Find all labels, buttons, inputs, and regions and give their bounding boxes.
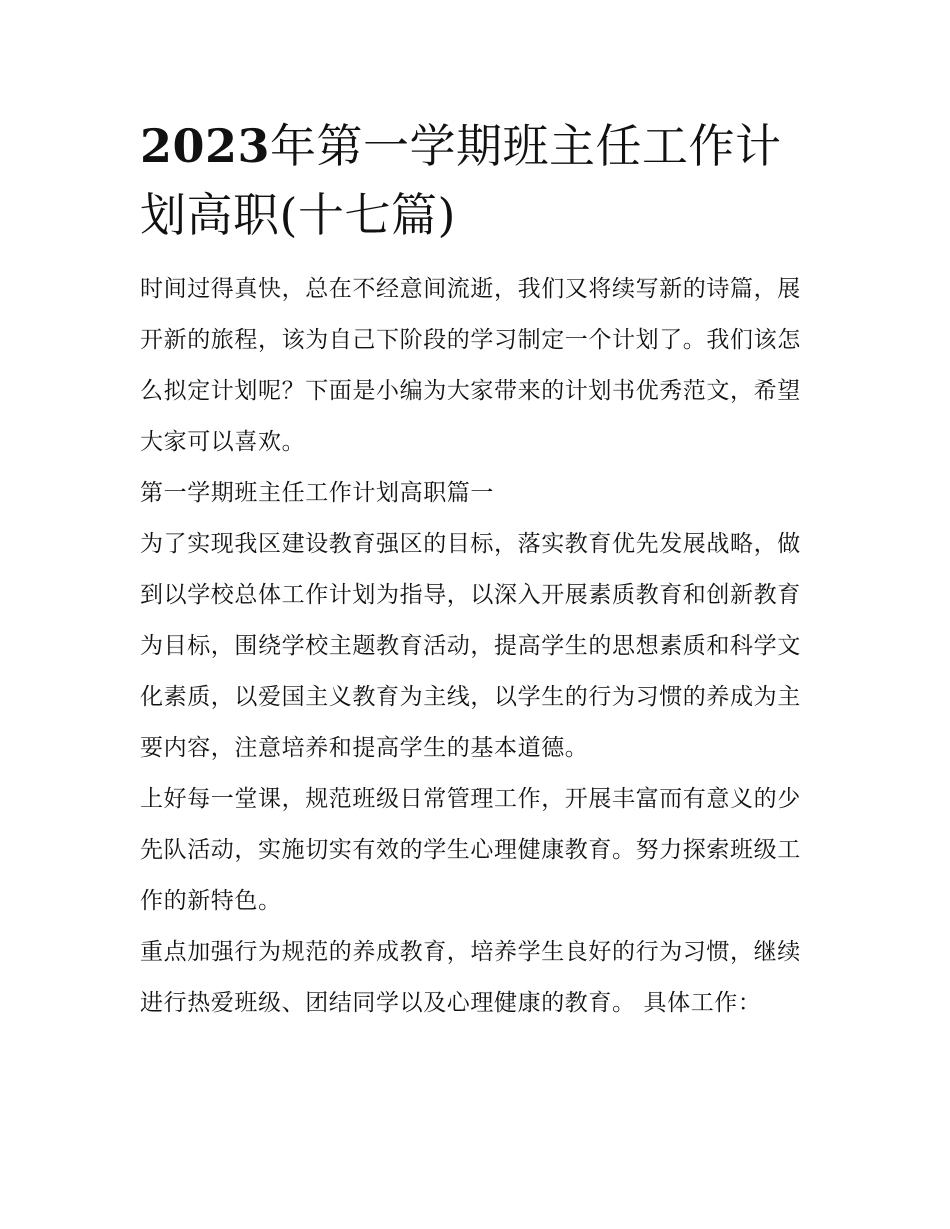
section-heading: 第一学期班主任工作计划高职篇一 (140, 480, 494, 506)
body-paragraph: 上好每一堂课，规范班级日常管理工作，开展丰富而有意义的少先队活动，实施切实有效的学生心理健康教育。努力探索班级工作的新特色。 (140, 786, 801, 914)
title-text: 年第一学期班主任工作计划高职(十七篇) (140, 119, 782, 242)
intro-paragraph: 时间过得真快，总在不经意间流逝，我们又将续写新的诗篇，展开新的旅程，该为自己下阶段的学习制定一个计划了。我们该怎么拟定计划呢？下面是小编为大家带来的计划书优秀范文，希望大家可以喜欢。 (140, 276, 801, 455)
title-spacing (140, 250, 815, 264)
document-title (140, 112, 815, 250)
body-paragraph: 重点加强行为规范的养成教育，培养学生良好的行为习惯，继续进行热爱班级、团结同学以及心理健康的教育。 具体工作： (140, 939, 801, 1016)
body-paragraph: 为了实现我区建设教育强区的目标，落实教育优先发展战略，做到以学校总体工作计划为指导，以深入开展素质教育和创新教育为目标，围绕学校主题教育活动，提高学生的思想素质和科学文化素质，以爱国主义教育为主线，以学生的行为习惯的养成为主要内容，注意培养和提高学生的基本道德。 (140, 531, 801, 761)
title-year: 2023 (140, 119, 271, 173)
document-content (140, 112, 815, 1029)
